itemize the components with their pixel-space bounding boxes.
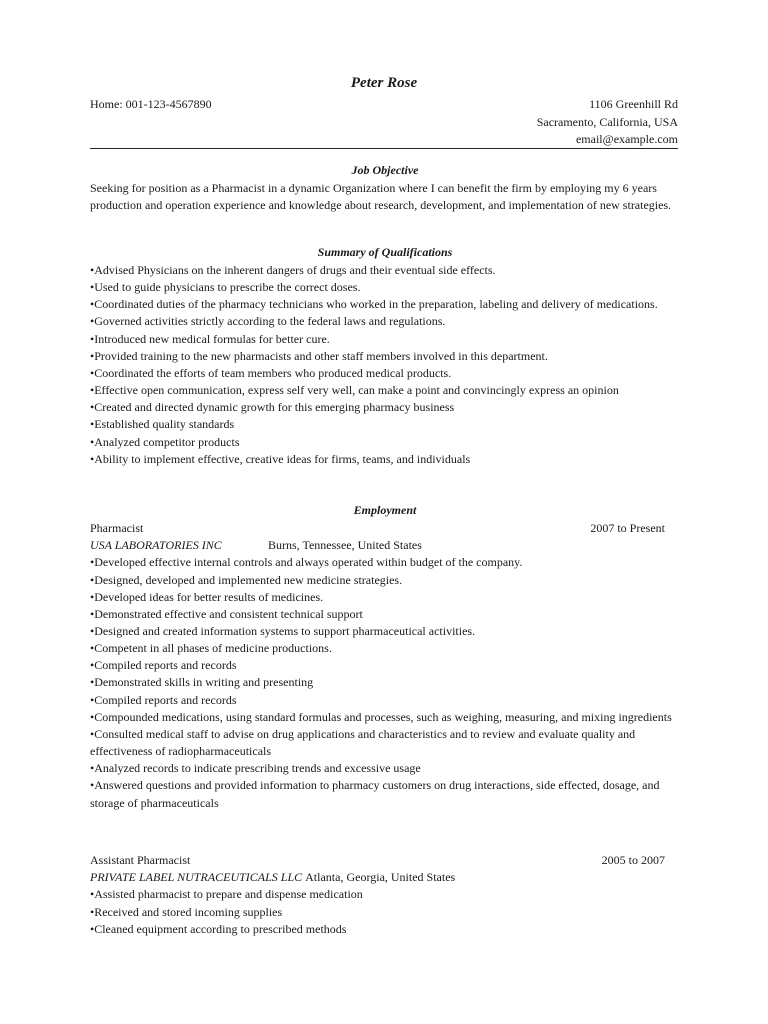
list-item: • Effective open communication, express self very well, can make a point and convincingly express an opinion — [90, 382, 680, 399]
list-item: • Demonstrated effective and consistent technical support — [90, 606, 680, 623]
list-item: • Compiled reports and records — [90, 692, 680, 709]
email-address: email@example.com — [575, 132, 678, 146]
qualifications-list — [90, 262, 680, 468]
list-item: • Created and directed dynamic growth for this emerging pharmacy business — [90, 399, 680, 416]
company-location: Atlanta, Georgia, United States — [305, 870, 456, 885]
candidate-name: Peter Rose — [350, 75, 418, 91]
list-item: • Designed and created information systems to support pharmaceutical activities. — [90, 623, 680, 640]
list-item: • Provided training to the new pharmacists and other staff members involved in this department. — [90, 348, 680, 365]
job-entry-1 — [90, 520, 680, 812]
list-item: • Developed effective internal controls and always operated within budget of the company. — [90, 554, 680, 571]
job-title-row — [90, 520, 680, 537]
list-item: • Governed activities strictly according to the federal laws and regulations. — [90, 313, 680, 330]
company-row — [90, 537, 680, 554]
list-item: • Established quality standards — [90, 416, 680, 433]
job-entry-2 — [90, 852, 680, 938]
list-item: • Coordinated duties of the pharmacy technicians who worked in the preparation, labeling and delivery of medications. — [90, 296, 680, 313]
list-item: • Cleaned equipment according to prescribed methods — [90, 921, 680, 938]
list-item: • Used to guide physicians to prescribe the correct doses. — [90, 279, 680, 296]
list-item: • Developed ideas for better results of medicines. — [90, 589, 680, 606]
list-item: • Introduced new medical formulas for better cure. — [90, 331, 680, 348]
company-name: PRIVATE LABEL NUTRACEUTICALS LLC — [90, 870, 306, 885]
phone-number: Home: 001-123-4567890 — [90, 97, 212, 111]
list-item: • Advised Physicians on the inherent dangers of drugs and their eventual side effects. — [90, 262, 680, 279]
job-duties-list — [90, 886, 680, 937]
list-item: • Analyzed competitor products — [90, 434, 680, 451]
list-item: • Analyzed records to indicate prescribing trends and excessive usage — [90, 760, 680, 777]
company-name: USA LABORATORIES INC — [90, 538, 222, 553]
job-duties-list — [90, 554, 680, 811]
list-item: • Coordinated the efforts of team members who produced medical products. — [90, 365, 680, 382]
job-title-row — [90, 852, 680, 869]
company-location: Burns, Tennessee, United States — [268, 538, 422, 553]
qualifications-heading: Summary of Qualifications — [317, 245, 453, 259]
list-item: • Demonstrated skills in writing and presenting — [90, 674, 680, 691]
list-item: • Answered questions and provided information to pharmacy customers on drug interactions, side effected, dosage, and storage of pharmaceuticals — [90, 777, 680, 811]
address-line-1: 1106 Greenhill Rd — [589, 97, 678, 111]
list-item: • Assisted pharmacist to prepare and dispense medication — [90, 886, 680, 903]
employment-heading: Employment — [353, 503, 417, 517]
employment-section — [90, 502, 680, 812]
list-item: • Compiled reports and records — [90, 657, 680, 674]
job-title: Pharmacist — [90, 521, 144, 535]
list-item: • Consulted medical staff to advise on drug applications and characteristics and to review and evaluate quality and effectiveness of radiopharmaceuticals — [90, 726, 680, 760]
list-item: • Ability to implement effective, creative ideas for firms, teams, and individuals — [90, 451, 680, 468]
job-dates: 2007 to Present — [590, 521, 665, 535]
job-dates: 2005 to 2007 — [601, 853, 665, 867]
contact-row-2 — [90, 114, 678, 132]
list-item: • Designed, developed and implemented new medicine strategies. — [90, 572, 680, 589]
qualifications-section — [90, 244, 680, 468]
list-item: • Compounded medications, using standard formulas and processes, such as weighing, measuring, and mixing ingredients — [90, 709, 680, 726]
contact-row-3 — [90, 131, 678, 149]
list-item: • Competent in all phases of medicine productions. — [90, 640, 680, 657]
job-title: Assistant Pharmacist — [90, 853, 191, 867]
contact-row-1 — [90, 96, 678, 114]
contact-block — [90, 96, 678, 149]
objective-heading: Job Objective — [351, 163, 419, 177]
objective-text: Seeking for position as a Pharmacist in a dynamic Organization where I can benefit the firm by employing my 6 years production and operation experience and knowledge about research, development, and implementation of new strategies. — [90, 181, 672, 213]
address-line-2: Sacramento, California, USA — [536, 114, 678, 129]
header-divider — [90, 148, 678, 149]
list-item: • Received and stored incoming supplies — [90, 904, 680, 921]
company-row — [90, 869, 680, 886]
objective-section — [90, 162, 680, 214]
